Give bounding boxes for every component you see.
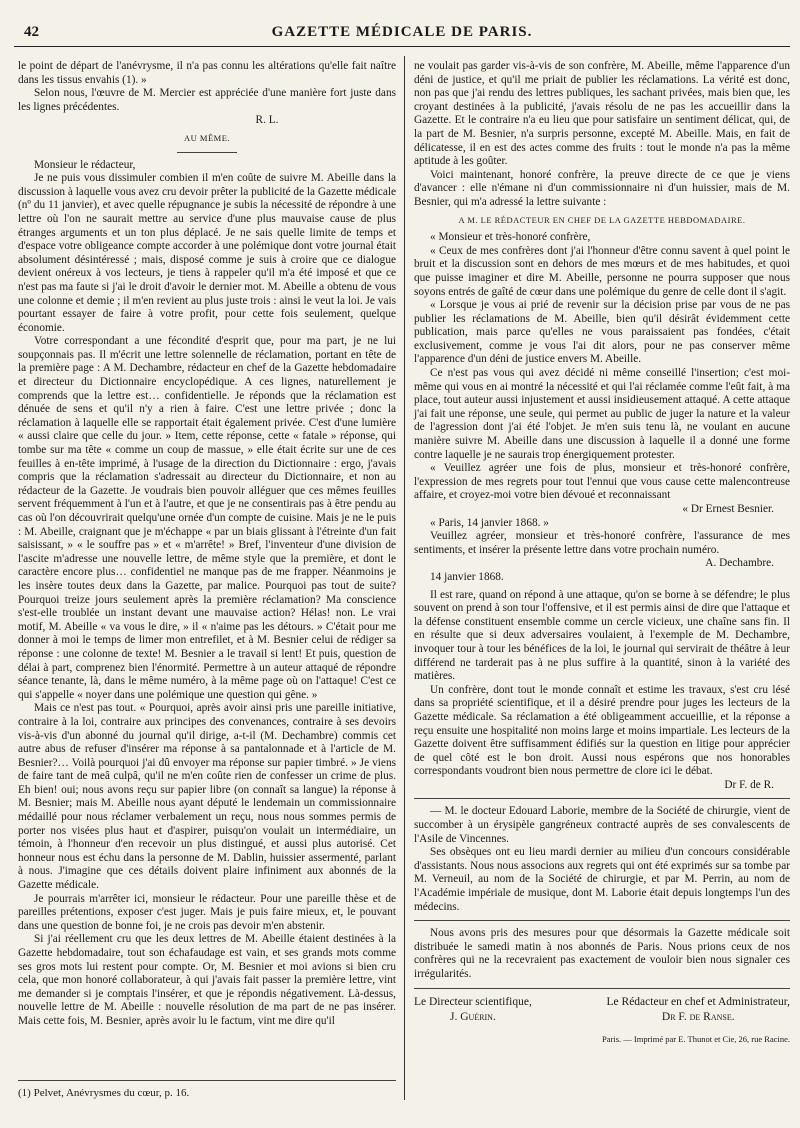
letter-heading: A M. LE RÉDACTEUR EN CHEF DE LA GAZETTE HEBDOMADAIRE. <box>458 214 746 225</box>
director-name: J. Guérin. <box>449 1010 496 1023</box>
editor-block <box>607 995 790 1025</box>
paragraph: Ses obsèques ont eu lieu mardi dernier au milieu d'un concours considérable d'assistants. Nous nous associons aux regrets qui ont été exprimés sur sa tombe par M. Verneuil, au nom de la Société de chirurgie, et par M. Perrin, au nom de l'Académie impériale de musique, dont M. Laborie était depuis longtemps l'un des médecins. <box>414 846 790 913</box>
paragraph: Veuillez agréer, monsieur et très-honoré confrère, l'assurance de mes sentiments, et insérer la présente lettre dans votre prochain numéro. <box>414 530 790 556</box>
divider <box>414 920 790 921</box>
letter-date: « Paris, 14 janvier 1868. » <box>430 516 549 529</box>
divider <box>414 988 790 989</box>
paragraph: Il est rare, quand on répond à une attaque, qu'on se borne à se défendre; le plus souvent on prend à son tour l'offensive, et il est permis ainsi de dire que l'attaque et la défense constituent ensemble comme un cercle vicieux, une chaîne sans fin. Il en résulte que si deux adversaires voulaient, à l'exemple de M. Dechambre, invoquer tour à tour les bénéfices de la loi, le journal qui servirait de théâtre à leur différend ne tarderait pas à ne plus suffire à la quantité, sinon à la variété des matières. <box>414 588 790 683</box>
paragraph: Selon nous, l'œuvre de M. Mercier est appréciée d'une manière fort juste dans les lignes précédentes. <box>18 87 396 113</box>
paragraph: Voici maintenant, honoré confrère, la preuve directe de ce que je viens d'avancer : elle n'émane ni d'un commissionnaire ni d'un huissier, mais de M. Besnier, qui m'a adressé la lettre suivante : <box>414 168 790 208</box>
date-line: 14 janvier 1868. <box>430 570 504 583</box>
signature-ranse: Dr F. de R. <box>724 778 774 791</box>
column-divider <box>404 56 405 1100</box>
signature-dechambre: A. Dechambre. <box>705 557 774 570</box>
paragraph: Je ne puis vous dissimuler combien il m'en coûte de suivre M. Abeille dans la discussion à laquelle vous avez cru devoir prêter la publicité de la Gazette médicale (nº du 11 janvier), et avec quelle répugnance je subis la nécessité de répondre à une lettre où l'on ne saurait mettre au service d'une plus mauvaise cause de plus étranges arguments et un ton plus déplacé. Je ne sais quelle limite de temps et d'espace votre obligeance compte accorder à une polémique dont votre journal était absolument désintéressé ; mais, disposé comme je suis à croire que ce dialogue devient onéreux à vos lecteurs, je tiens à rappeler qu'il m'a été imposé et que ce n'est pas ma faute si j'ai le droit d'avoir le dernier mot. M. Abeille a obtenu de vous une colonne et demie ; il m'en revient au plus juste trois : ainsi le veut la loi. Je vais pourtant essayer de faire à votre profit, pour cette fois seulement, quelque économie. <box>18 172 396 334</box>
letter-paragraph: « Ceux de mes confrères dont j'ai l'honneur d'être connu savent à quel point le bruit et la discussion sont en dehors de mes mœurs et de mes habitudes, et quoi que puisse imaginer et dire M. Abeille, personne ne pourra supposer que nous soyons entrés de gaîté de cœur dans une polémique du genre de celle dont il s'agit. <box>414 244 790 298</box>
divider <box>177 152 237 153</box>
signature-rl: R. L. <box>255 114 279 127</box>
letter-paragraph: Ce n'est pas vous qui avez décidé ni même conseillé l'insertion; c'est moi-même qui vous en ai montré la nécessité et qui l'ai réclamée comme l'eût fait, à ma place, tout auteur aussi injustement et aussi insidieusement attaqué. A cette attaque j'ai fait une réponse, une seule, qui permet au public de juger la nature et la valeur de l'agression dont j'ai été l'objet. Je m'en suis tenu là, ne voulant en aucune manière suivre M. Abeille dans une discussion à laquelle il a donné une forme contre laquelle je ne saurais trop énergiquement protester. <box>414 367 790 461</box>
salutation: Monsieur le rédacteur, <box>34 158 136 171</box>
divider <box>414 798 790 799</box>
page-number: 42 <box>24 24 39 40</box>
paragraph: Si j'ai réellement cru que les deux lettres de M. Abeille étaient destinées à la Gazette hebdomadaire, tout son échafaudage est vain, et ses grands mots comme ses gros mots lui restent pour compte. Or, M. Besnier et moi avions si bien cru cela, que mon honoré collaborateur, à qui j'avais fait passer la première lettre, vint me demander si je comptais l'insérer, et que je répondis négativement. Là-dessus, nouvelle lettre de M. Abeille : nouvelle résolution de ma part de ne pas insérer. Mais cette fois, M. Besnier, après avoir lu le factum, vint me dire qu'il <box>18 933 396 1027</box>
right-column <box>414 60 790 1046</box>
paragraph: Mais ce n'est pas tout. « Pourquoi, après avoir ainsi pris une pareille initiative, contraire à la loi, contraire aux principes des convenances, contraire à ses devoirs vis-à-vis d'un abonné du journal qu'il dirige, a-t-il (M. Dechambre) commis cet autre abus de refuser d'insérer ma réponse à sa pantalonnade et à l'article de M. Besnier?… Voilà pourquoi j'ai dû envoyer ma réponse sur papier timbré. » Je viens de faire tant de meâ culpâ, qu'il ne m'en coûte rien de confesser un crime de plus. Eh bien! oui; nous avons reçu sur papier libre (on connaît sa langue) la réponse à M. Besnier; mais M. Abeille nous ayant député le lendemain un commissionnaire médaillé pour nous réclamer verbalement un reçu, nous nous sommes permis de porter nos visées plus haut et d'aspirer, puisqu'on voulait un intermédiaire, un témoin, à l'honneur d'en recevoir un plus distingué, et aussi plus autorisé. Cet honneur nous est échu dans la personne de M. Dablin, huissier assermenté, parlant à nous. J'imagine que ces détails doivent plaire infiniment aux abonnés de la Gazette médicale. <box>18 702 396 892</box>
paragraph: le point de départ de l'anévrysme, il n'a pas connu les altérations qu'elle fait naître dans les tissus envahis (1). » <box>18 60 396 86</box>
left-column <box>18 60 396 1029</box>
director-block <box>414 995 532 1025</box>
notice: Nous avons pris des mesures pour que désormais la Gazette médicale soit distribuée le samedi matin à nos abonnés de Paris. Nous prions ceux de nos confrères qui ne la recevraient pas exactement de vouloir bien nous signaler ces irrégularités. <box>414 927 790 980</box>
footnote: (1) Pelvet, Anévrysmes du cœur, p. 16. <box>18 1080 396 1099</box>
paragraph: Un confrère, dont tout le monde connaît et estime les travaux, s'est cru lésé dans sa propriété scientifique, et il a désiré prendre pour juges les lecteurs de la Gazette médicale. Sa réclamation a été obligeamment accueillie, et la réponse a reçu ensuite une hospitalité non moins large et moins impartiale. Les lecteurs de la Gazette doivent être suffisamment édifiés sur la question en litige pour apprécier de quel côté est le bon droit. Aussi nous espérons que nos honorables correspondants voudront bien nous permettre de clore ici le débat. <box>414 683 790 778</box>
editor-title: Le Rédacteur en chef et Administrateur, <box>606 995 790 1008</box>
letter-paragraph: « Veuillez agréer une fois de plus, monsieur et très-honoré confrère, l'expression de mes regrets pour tout l'ennui que vous cause cette malencontreuse affaire, et croyez-moi votre bien dévoué et reconnaissant <box>414 462 790 502</box>
director-title: Le Directeur scientifique, <box>414 995 532 1008</box>
paragraph: Je pourrais m'arrêter ici, monsieur le rédacteur. Pour une pareille thèse et de pareilles prétentions, exposer c'est juger. Mais je puis faire mieux, et, le pouvant dans une question de bonne foi, je ne crois pas devoir m'en abstenir. <box>18 892 396 932</box>
journal-title: GAZETTE MÉDICALE DE PARIS. <box>271 24 533 40</box>
page-header <box>14 18 790 47</box>
news-item: — M. le docteur Edouard Laborie, membre de la Société de chirurgie, vient de succomber à un érysipèle gangréneux contracté auprès de ses convalescents de l'Asile de Vincennes. <box>414 805 790 845</box>
editor-name: Dr F. de Ranse. <box>661 1010 735 1023</box>
letter-signature: « Dr Ernest Besnier. <box>682 503 774 515</box>
masthead-signatures <box>414 995 790 1025</box>
paragraph: Votre correspondant a une fécondité d'esprit que, pour ma part, je ne lui soupçonnais pas. Il m'écrit une lettre solennelle de réclamation, portant en tête de la première page : A M. Dechambre, rédacteur en chef de la Gazette hebdomadaire et directeur du Dictionnaire encyclopédique. A ces lignes, naturellement je comprends que la lettre est… confidentielle. Je réponds que la réclamation est dénuée de sens et qu'il n'y a rien à faire. C'est une lettre privée ; donc la réclamation à laquelle elle se rapportait était également privée. C'est d'une lumière « aussi claire que celle du jour. » Item, cette réponse, cette « fatale » réponse, qui tombe sur ma tête « comme un coup de massue, » elle était écrite sur une de ces feuilles à en-tête imprimé, à l'usage de la direction du Dictionnaire : ergo, j'avais compris que la réclamation s'adressait au directeur du Dictionnaire, et non au rédacteur de la Gazette. Je voudrais bien pouvoir alléguer que ces mêmes feuilles servent fréquemment à l'un et à l'autre, et que je ne consentirais pas à être pendu au cas où l'on découvrirait quelqu'une ornée d'un compte de cuisine. Mais je ne le puis : M. Abeille, craignant que je m'échappe « par un biais glissant à l'étreinte d'un fait saisissant, » « le souffre pas » et « m'arrête! » Bref, l'inventeur d'une division de l'ascite m'adresse une nouvelle lettre, de même style que la première, et dont le caractère encore plus… confidentiel ne manque pas de me frapper. Néanmoins je les insère toutes deux dans la Gazette, par malice. Pourquoi pas tout de suite? Pourquoi treize jours seulement après la première réclamation? Ma conscience s'est-elle troublée un instant devant une mauvaise action? Hélas! non. Le vrai motif, M. Abeille « va vous le dire, » il « n'aime pas les détours. » C'était pour me donner à moi le temps de limer mon entrefilet, et à M. Besnier celui de rédiger sa réponse : une colonne de texte! M. Besnier a le travail si lent! Et puis, question de délai à part, comprenez bien l'énormité. Permettre à un auteur attaqué de répondre séance tenante, là, dans le même numéro, à la même page où on l'attaque! C'est ce qui s'appelle « noyer dans une polémique une question qui gêne. » <box>18 335 396 701</box>
section-heading: AU MÊME. <box>183 132 231 143</box>
letter-paragraph: « Lorsque je vous ai prié de revenir sur la décision prise par vous de ne pas publier les réclamations de M. Abeille, bien qu'il désirât évidemment cette publication, mais parce qu'elles ne vous paraissaient pas fondées, c'était exclusivement, comme je vous l'ai dit alors, pour ne pas conserver même l'apparence d'un déni de justice envers M. Abeille. <box>414 299 790 366</box>
imprint: Paris. — Imprimé par E. Thunot et Cie, 26, rue Racine. <box>602 1033 790 1044</box>
paragraph: ne voulait pas garder vis-à-vis de son confrère, M. Abeille, même l'apparence d'un déni de justice, et qu'il me priait de publier les réclamations. La vérité est donc, non pas que j'ai rendu des lettres publiques, les sachant privées, mais bien que, les croyant destinées à la publicité, j'avais résolu de ne pas les accueillir dans la Gazette. Et le contraire n'a eu lieu que pour satisfaire un sentiment délicat, qui, de la part de M. Besnier, n'a surpris personne, excepté M. Abeille. Mais, en fait de délicatesse, il en est des actes comme des fruits : tout le monde n'a pas la même aptitude à les goûter. <box>414 60 790 168</box>
letter-salutation: « Monsieur et très-honoré confrère, <box>430 231 591 244</box>
